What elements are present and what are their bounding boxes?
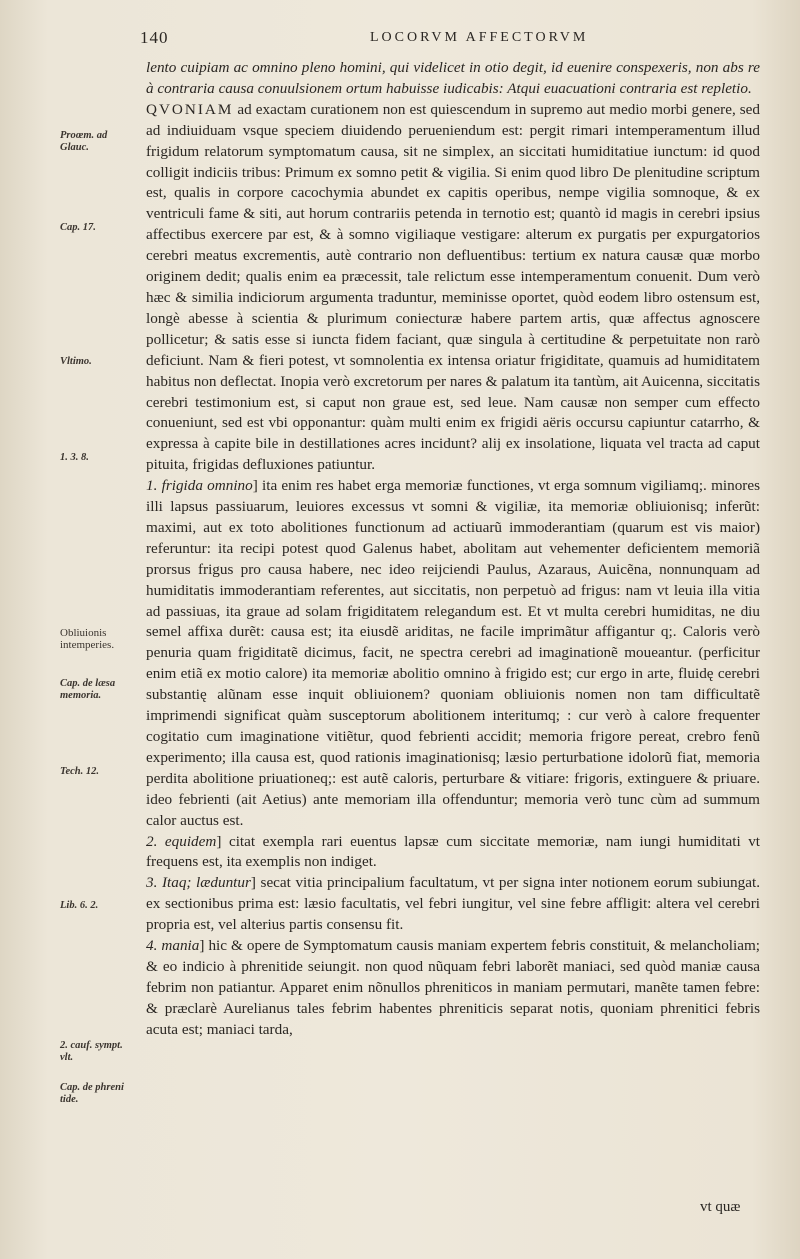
margin-note: Cap. 17.	[60, 222, 96, 233]
main-text	[146, 58, 760, 1041]
intro-passage: lento cuipiam ac omnino pleno homini, qui videlicet in otio degit, id euenire conspexeris, non abs re à contraria causa conuulsionem ortum habuisse iudicabis: Atqui euacuationi contraria est repletio.	[146, 59, 760, 97]
paragraph-2-text: ] ita enim res habet erga memoriæ functiones, vt erga somnum vigiliamq;. minores illi lapsus passiuarum, leuiores excessus vt somni & vigiliæ, ita memoriæ obliuionisq; inferũt: maximi, aut ex toto abolitiones functionum ad actiuarũ immoderantiam (quarum est vis maior) referuntur: ita recipi potest quod Galenus habet, abolitam aut vehementer deficientem memoriã prorsus frigus pro causa habere, nec ideo reijciendi Paulus, Azaraus, Auicẽna, nonnunquam ad humiditatis immoderantiam referentes, aut siccitatis, non perpetuò ad frigus: nam vt leuia illa vitia ad passiuas, ita graue ad solam frigiditatem relegandum est. Et vt multa cerebri humiditas, ne diu semel affixa durẽt: causa est; ita eiusdẽ ariditas, ne facile imprimãtur affigantur q;. Caloris verò penuria quam frigiditatẽ dicimus, facit, ne spectra cerebri ad imaginationẽ moueantur. (perficitur enim etiã ex motio calore) ita memoriæ abolitio omnino à frigido est; cur ergo in arte, fluidę cerebri substantię alũnam esse inquit obliuionem? quoniam obliuionis nomen non tam difficultatẽ imprimendi significat quàm susceptorum abolitionem interitumq; : cur verò à calore frequenter cogitatio cum imaginatione vitiẽtur, quod febrienti accidit; memoria frigore pereat, crebro fenũ experimento; illa causa est, quod rationis imaginationisq; læsio perturbatione idolorũ fiat, memoria perdita abolitione priuationeq;: est autẽ caloris, perturbare & vitiare: frigoris, extinguere & priuare. ideo febrienti (ait Aetius) ante memoriam illa offenduntur; memoria verò tunc cùm ad summum calor auctus est.	[146, 477, 761, 829]
margin-note: Proœm. ad Glauc.	[60, 130, 108, 153]
page-header	[140, 28, 780, 50]
page-number: 140	[140, 28, 169, 47]
margin-note: 2. cauf. sympt. vlt.	[60, 1040, 123, 1063]
running-title: LOCORVM AFFECTORVM	[370, 30, 589, 45]
initial-word: QVONIAM	[146, 100, 234, 118]
margin-note: Lib. 6. 2.	[60, 900, 99, 911]
catchword: vt quæ	[700, 1199, 741, 1215]
margin-note: Cap. de phreni tide.	[60, 1082, 124, 1105]
lemma-1: 1. frigida omnino	[146, 477, 253, 495]
paragraph-4	[146, 873, 760, 936]
paragraph-4-text: ] secat vitia principalium facultatum, vt per signa inter notionem eorum subiungat. ex sectionibus prima est: læsio facultatis, vel febri iungitur, vel sine febre affligit: altera vel cerebri propria est, vel alterius partis consensu fit.	[146, 874, 760, 934]
paragraph-5	[146, 936, 760, 1041]
paragraph-3-text: ] citat exempla rari euentus lapsæ cum siccitate memoriæ, nam iungi humiditati vt frequens est, ita exemplis non indiget.	[146, 832, 761, 871]
paragraph-1	[146, 100, 760, 476]
lemma-4: 4. mania	[146, 937, 200, 955]
paragraph-2	[146, 476, 760, 831]
paragraph-1-text: ad exactam curationem non est quiescendum in supremo aut medio morbi genere, sed ad indiuiduam vsque speciem diuidendo perueniendum est: pergit rimari intemperamentum illud frigidum relatorum symptomatum causa, sit ne simplex, an siccitati humiditatiue iunctum: id quod colligit indiciis tribus: Primum ex somno petit & vigilia. Si enim quod libro De plenitudine scriptum est, qualis in corpore cacochymia abundet ex capitis operibus, nempe vigilia somnoque, & ex ventriculi fame & siti, aut horum contrariis petenda in ternotio est; quantò id magis in cerebri ipsius affectibus exercere par est, & à somno vigiliaque vestigare: alterum ex purgatis per expurgatorios cerebri meatus excrementis, autè contrario non defluentibus: tertium ex natura causæ quæ morbo originem dedit; qualis enim ea præcessit, tale relictum esse intemperamentum conuenit. Dum verò hæc & similia indiciorum argumenta traduntur, meminisse oportet, quòd eodem libro ostensum est, longè abesse à scientia & plurimum coniecturæ habere partem artis, quæ affectus agnoscere pollicetur; & satis esse si iuncta fidem faciant, quæ singula à certitudine & perpetuitate non rarò deficiunt. Nam & fieri potest, vt somnolentia ex intensa oriatur frigiditate, quamuis ad humiditatem habitus non deflectat. Inopia verò excretorum per nares & palatum ita tantùm, ait Auicenna, siccitatis cerebri testimonium est, si caput non graue est, sed leue. Nam causæ non semper cum effecto conueniunt, sed est vbi opponantur: quàm multi enim ex frigidi aëris occursu capiuntur catarrho, & expressa à capite bile in destillationes acres incidunt? alij ex insolatione, liquata vel tracta ad caput pituita, frigidas defluxiones patiuntur.	[146, 100, 760, 474]
margin-note: Cap. de læsa memoria.	[60, 678, 116, 701]
margin-note: Obliuionis intemperies.	[60, 627, 115, 651]
margin-note: Vltimo.	[60, 356, 92, 367]
paragraph-3	[146, 832, 760, 874]
lemma-2: 2. equidem	[146, 832, 217, 850]
margin-note: 1. 3. 8.	[60, 452, 89, 463]
margin-note: Tech. 12.	[60, 766, 99, 777]
lemma-3: 3. Itaq; læduntur	[146, 874, 251, 892]
paragraph-5-text: ] hic & opere de Symptomatum causis maniam expertem febris constituit, & melancholiam; & eo indicio à phrenitide seiungit. non quod nũquam febri laborẽt maniaci, sed quòd maniæ causa febrim non patiantur. Apparet enim nõnullos phreniticos in maniam permutari, manẽte tamen febre: & præclarè Aurelianus tales febrim habentes phreniticis separat notis, quoniam phrenitici febris acuta est; maniaci tarda,	[146, 937, 760, 1038]
